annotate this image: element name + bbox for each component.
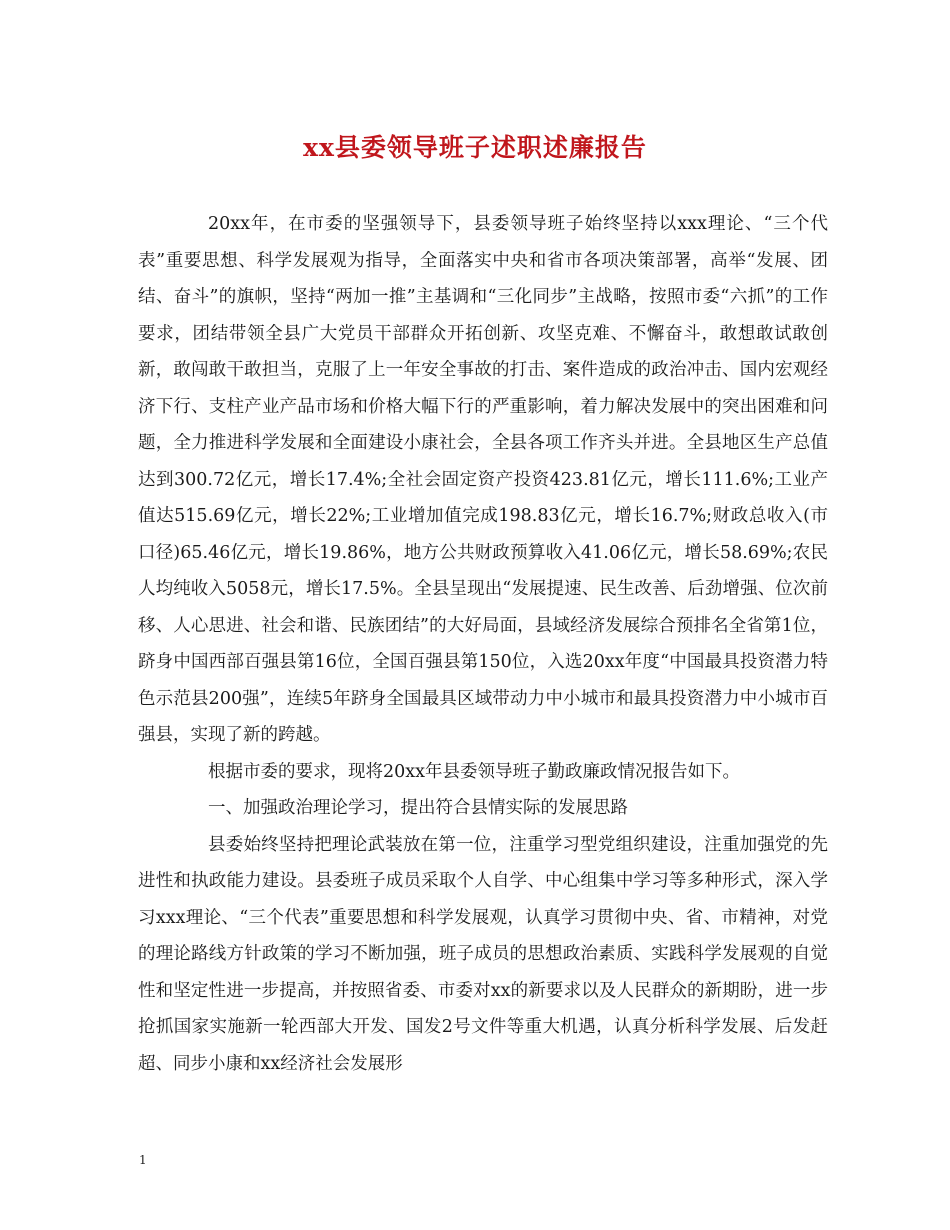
paragraph-report-preface: 根据市委的要求，现将20xx年县委领导班子勤政廉政情况报告如下。 [208,761,741,782]
paragraph-theory-study: 县委始终坚持把理论武装放在第一位，注重学习型党组织建设，注重加强党的先进性和执政能力建设。县委班子成员采取个人自学、中心组集中学习等多种形式，深入学习xxx理论、“三个代表”重要思想和科学发展观，认真学习贯彻中央、省、市精神，对党的理论路线方针政策的学习不断加强，班子成员的思想政治素质、实践科学发展观的自觉性和坚定性进一步提高，并按照省委、市委对xx的新要求以及人民群众的新期盼，进一步抢抓国家实施新一轮西部大开发、国发2号文件等重大机遇，认真分析科学发展、后发赶超、同步小康和xx经济社会发展形 [138,834,828,1074]
document-body [138,206,828,1082]
paragraph-intro-summary: 20xx年，在市委的坚强领导下，县委领导班子始终坚持以xxx理论、“三个代表”重要思想、科学发展观为指导，全面落实中央和省市各项决策部署，高举“发展、团结、奋斗”的旗帜，坚持“两加一推”主基调和“三化同步”主战略，按照市委“六抓”的工作要求，团结带领全县广大党员干部群众开拓创新、攻坚克难、不懈奋斗，敢想敢试敢创新，敢闯敢干敢担当，克服了上一年安全事故的打击、案件造成的政治冲击、国内宏观经济下行、支柱产业产品市场和价格大幅下行的严重影响，着力解决发展中的突出困难和问题，全力推进科学发展和全面建设小康社会，全县各项工作齐头并进。全县地区生产总值达到300.72亿元，增长17.4%;全社会固定资产投资423.81亿元，增长111.6%;工业产值达515.69亿元，增长22%;工业增加值完成198.83亿元，增长16.7%;财政总收入(市口径)65.46亿元，增长19.86%，地方公共财政预算收入41.06亿元，增长58.69%;农民人均纯收入5058元，增长17.5%。全县呈现出“发展提速、民生改善、后劲增强、位次前移、人心思进、社会和谐、民族团结”的大好局面，县域经济发展综合预排名全省第1位，跻身中国西部百强县第16位，全国百强县第150位，入选20xx年度“中国最具投资潜力特色示范县200强”，连续5年跻身全国最具区域带动力中小城市和最具投资潜力中小城市百强县，实现了新的跨越。 [138,214,828,745]
document-title: xx县委领导班子述职述廉报告 [303,133,647,162]
page-number: 1 [139,1153,147,1167]
section-heading-1: 一、加强政治理论学习，提出符合县情实际的发展思路 [208,798,628,818]
